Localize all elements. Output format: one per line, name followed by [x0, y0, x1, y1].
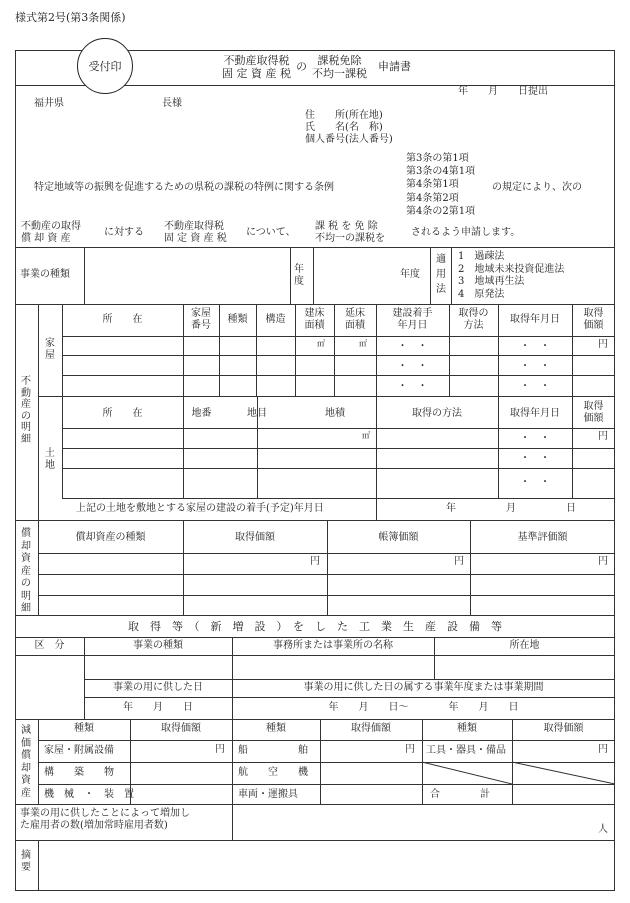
dep-col-kind: 償却資産の種類 [75, 532, 146, 543]
date-placeholder[interactable]: ・ ・ [520, 381, 550, 392]
land-col-price: 取得 価額 [583, 401, 604, 424]
title-suffix: 申請書 [378, 60, 411, 73]
unit-yen: 円 [598, 556, 608, 567]
addressee-prefecture: 福井県 [34, 98, 64, 109]
ind-col-business: 事業の種類 [133, 640, 183, 651]
date-placeholder[interactable]: ・ ・ [520, 433, 550, 444]
addressee-title: 長様 [162, 98, 182, 109]
house-col-price: 取得 価額 [583, 308, 604, 331]
land-col-method: 取得の方法 [412, 408, 462, 419]
unit-yen: 円 [310, 556, 320, 567]
fy-do: 度 [294, 276, 304, 287]
asset-col-price: 取得価額 [351, 723, 391, 734]
asset-ship: 船 舶 [238, 745, 308, 756]
employees-label: 事業の用に供したことによって増加し た雇用者の数(増加常時雇用者数) [20, 808, 190, 831]
fiscal-year-short [294, 264, 304, 288]
form-number: 様式第2号(第3条関係) [15, 11, 126, 24]
ordinance-provision: の規定により、次の [492, 182, 582, 193]
asset-total: 合 計 [430, 789, 490, 800]
title-tax-2: 固 定 資 産 税 [222, 67, 291, 81]
industrial-section-title: 取 得 等 （ 新 増 設 ） を し た 工 業 生 産 設 備 等 [128, 620, 502, 633]
land-col-lot: 地番 [191, 408, 212, 419]
article-option[interactable]: 第4条の2第1項 [406, 205, 476, 217]
asset-col-price: 取得価額 [161, 723, 201, 734]
date-placeholder[interactable]: ・ ・ [397, 361, 428, 372]
request-tax-2[interactable]: 固 定 資 産 税 [164, 233, 227, 244]
applicant-address[interactable]: 住 所(所在地) [305, 110, 383, 121]
submission-date[interactable]: 年 月 日提出 [458, 86, 548, 97]
fy-year: 年 [294, 264, 304, 275]
unit-yen: 円 [405, 744, 415, 755]
unit-yen: 円 [215, 744, 225, 755]
title-taxes [222, 54, 291, 80]
law-label-char: 法 [436, 284, 446, 295]
asset-tools: 工具・器具・備品 [426, 745, 506, 756]
request-tax [164, 221, 227, 245]
land-construction-date[interactable]: 年 月 日 [446, 503, 576, 514]
unit-m2: ㎡ [359, 339, 367, 348]
land-construction-note: 上記の土地を敷地とする家屋の建設の着手(予定)年月日 [76, 503, 324, 514]
employees-unit: 人 [598, 824, 608, 835]
house-col-floor-area: 建床 面積 [304, 308, 325, 331]
date-placeholder[interactable]: ・ ・ [520, 453, 550, 464]
land-col-acq-date: 取得年月日 [510, 408, 560, 419]
house-col-acq-date: 取得年月日 [510, 314, 560, 325]
law-option[interactable]: 2 地域未来投資促進法 [458, 263, 565, 275]
title-kinds [312, 54, 367, 80]
ind-col-location: 所在地 [509, 640, 540, 651]
ind-period-value[interactable]: 年 月 日～ 年 月 日 [328, 702, 519, 713]
land-col-area: 地積 [325, 408, 345, 419]
unit-yen: 円 [598, 431, 608, 442]
request-about: について、 [246, 227, 296, 238]
applicant-labels [305, 110, 393, 146]
request-end: されるよう申請します。 [411, 227, 521, 238]
unit-yen: 円 [598, 339, 608, 350]
law-label-char: 適 [436, 254, 446, 265]
date-placeholder[interactable]: ・ ・ [397, 341, 428, 352]
date-placeholder[interactable]: ・ ・ [520, 477, 550, 488]
request-to: に対する [104, 227, 144, 238]
asset-vehicles: 車両・運搬具 [238, 789, 298, 800]
asset-structure: 構 築 物 [44, 767, 114, 778]
assets-side-label: 減 価 償 却 資 産 [21, 725, 31, 799]
land-label: 土 地 [45, 448, 55, 471]
request-object-2[interactable]: 償 却 資 産 [21, 233, 71, 244]
ind-date-value[interactable]: 年 月 日 [123, 702, 193, 713]
article-option[interactable]: 第3条の4第1項 [406, 166, 476, 178]
land-col-category: 地目 [247, 408, 267, 419]
ordinance-articles [406, 152, 475, 218]
article-option[interactable]: 第4条第1項 [406, 179, 459, 191]
asset-col-price: 取得価額 [543, 723, 584, 734]
date-placeholder[interactable]: ・ ・ [520, 361, 550, 372]
business-type-label: 事業の種類 [20, 269, 70, 280]
ordinance-name: 特定地域等の振興を促進するための県税の課税の特例に関する条例 [34, 182, 334, 193]
fiscal-year-label: 年度 [400, 269, 420, 280]
house-col-number: 家屋 番号 [191, 308, 211, 331]
stamp-label: 受付印 [88, 60, 122, 73]
asset-aircraft: 航 空 機 [238, 767, 308, 778]
applicant-name[interactable]: 氏 名(名 称) [305, 122, 383, 133]
real-estate-side-label: 不 動 産 の 明 細 [21, 376, 31, 445]
date-placeholder[interactable]: ・ ・ [520, 341, 550, 352]
ind-col-category: 区 分 [34, 640, 65, 651]
title-kind-2: 不均一課税 [312, 67, 367, 81]
applicant-number[interactable]: 個人番号(法人番号) [305, 134, 393, 145]
remarks-label: 摘 要 [21, 850, 31, 873]
house-col-total-area: 延床 面積 [345, 308, 365, 331]
request-object-1[interactable]: 不動産の取得 [21, 221, 81, 232]
ind-date-label: 事業の用に供した日 [113, 682, 203, 693]
house-col-start-date: 建設着手 年月日 [392, 308, 433, 331]
house-col-kind: 種類 [227, 314, 248, 325]
request-kind [315, 221, 385, 245]
applicable-laws [458, 251, 564, 301]
law-option[interactable]: 3 地域再生法 [458, 276, 525, 288]
unit-m2: ㎡ [362, 431, 370, 440]
request-kind-1[interactable]: 課 税 を 免 除 [315, 221, 378, 232]
ind-col-office: 事務所または事業所の名称 [273, 640, 393, 651]
date-placeholder[interactable]: ・ ・ [397, 381, 428, 392]
applicable-law-label [433, 252, 449, 297]
law-option[interactable]: 4 原発法 [458, 288, 505, 300]
law-option[interactable]: 1 過疎法 [458, 251, 505, 262]
asset-col-kind: 種類 [457, 723, 477, 734]
article-option[interactable]: 第4条第2項 [406, 192, 459, 204]
unit-yen: 円 [454, 556, 464, 567]
ind-period-label: 事業の用に供した日の属する事業年度または事業期間 [303, 682, 544, 693]
request-object [21, 221, 81, 245]
asset-col-kind: 種類 [266, 723, 286, 734]
house-col-structure: 構造 [265, 314, 286, 325]
title-kind-1: 課税免除 [317, 54, 362, 67]
unit-yen: 円 [598, 744, 608, 755]
request-kind-2[interactable]: 不均一の課税を [315, 233, 385, 244]
depreciable-side-label: 償 却 資 産 の 明 細 [21, 528, 31, 614]
house-col-method: 取得の 方法 [458, 308, 489, 331]
asset-machinery: 機 械 ・ 装 置 [44, 789, 134, 800]
unit-m2: ㎡ [317, 339, 325, 348]
request-tax-1[interactable]: 不動産取得税 [164, 221, 224, 232]
asset-col-kind: 種類 [74, 723, 94, 734]
asset-building: 家屋・附属設備 [44, 745, 114, 756]
law-label-char: 用 [436, 269, 446, 280]
title-tax-1: 不動産取得税 [223, 54, 290, 67]
reception-stamp-circle [77, 38, 133, 94]
title-no: の [296, 60, 307, 73]
house-label: 家 屋 [45, 338, 55, 361]
article-option[interactable]: 第3条の第1項 [406, 153, 469, 164]
house-col-location: 所 在 [102, 314, 143, 325]
dep-col-acq-price: 取得価額 [235, 532, 275, 543]
dep-col-standard-value: 基準評価額 [517, 532, 568, 543]
land-col-location: 所 在 [102, 408, 143, 419]
dep-col-book-value: 帳簿価額 [378, 532, 419, 543]
